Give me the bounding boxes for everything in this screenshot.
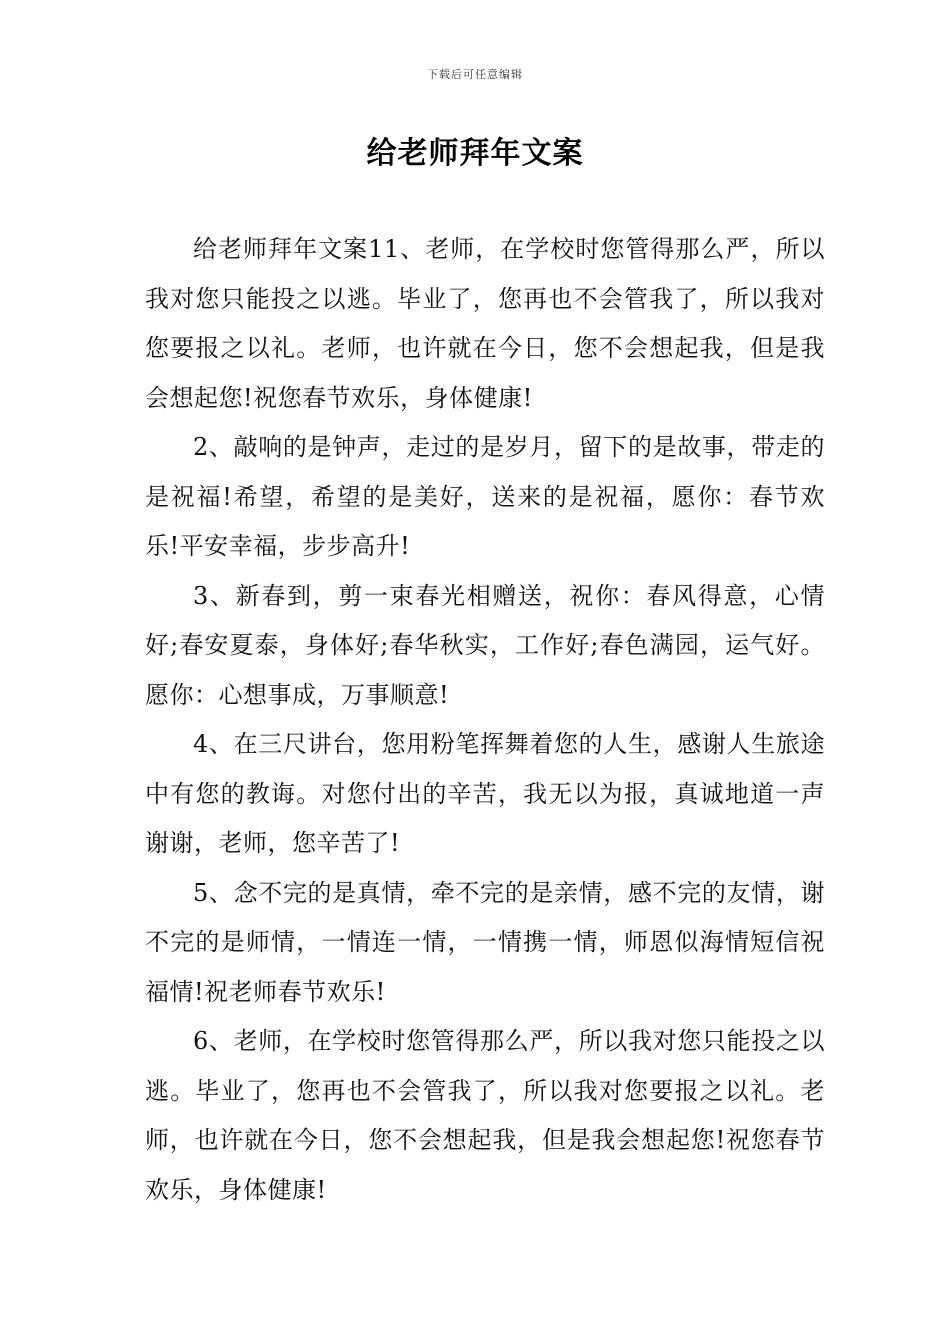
paragraph-6: 6、老师，在学校时您管得那么严，所以我对您只能投之以逃。毕业了，您再也不会管我了，所以我对您要报之以礼。老师，也许就在今日，您不会想起我，但是我会想起您!祝您春节欢乐，身体健康!	[145, 1027, 825, 1204]
paragraph-5: 5、念不完的是真情，牵不完的是亲情，感不完的友情，谢不完的是师情，一情连一情，一情携一情，师恩似海情短信祝福情!祝老师春节欢乐!	[145, 878, 825, 1006]
paragraph-2: 2、敲响的是钟声，走过的是岁月，留下的是故事，带走的是祝福!希望，希望的是美好，送来的是祝福，愿你：春节欢乐!平安幸福，步步高升!	[145, 433, 825, 560]
paragraph-3: 3、新春到，剪一束春光相赠送，祝你：春风得意，心情好;春安夏泰，身体好;春华秋实，工作好;春色满园，运气好。愿你：心想事成，万事顺意!	[145, 581, 825, 709]
paragraph-1: 给老师拜年文案11、老师，在学校时您管得那么严，所以我对您只能投之以逃。毕业了，您再也不会管我了，所以我对您要报之以礼。老师，也许就在今日，您不会想起我，但是我会想起您!祝您春节欢乐，身体健康!	[145, 235, 825, 412]
paragraph-4: 4、在三尺讲台，您用粉笔挥舞着您的人生，感谢人生旅途中有您的教诲。对您付出的辛苦，我无以为报，真诚地道一声谢谢，老师，您辛苦了!	[145, 730, 825, 857]
document-title: 给老师拜年文案	[366, 136, 584, 171]
document-body	[145, 225, 825, 1215]
header-note: 下载后可任意编辑	[427, 68, 523, 81]
